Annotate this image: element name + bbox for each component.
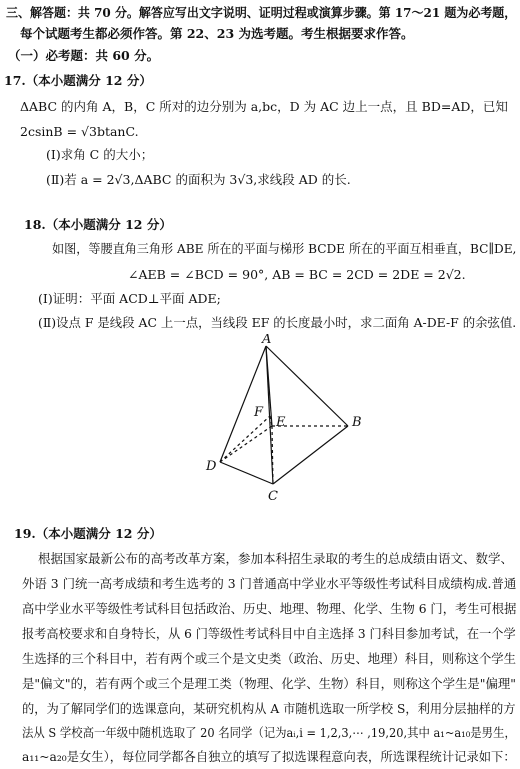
- geometry-figure: [196, 334, 366, 504]
- q18-header: 18.（本小题满分 12 分）: [24, 217, 172, 232]
- q19-line: 法从 S 学校高一年级中随机选取了 20 名同学（记为aᵢ,i = 1,2,3,⋯ ,19,20,其中 a₁~a₁₀是男生，: [22, 725, 516, 740]
- edge-CB: [273, 426, 348, 484]
- label-D: D: [206, 459, 217, 474]
- edge-DC: [220, 462, 273, 484]
- q18-part1: (Ⅰ)证明：平面 ACD⊥平面 ADE;: [38, 291, 221, 306]
- q17-part2: (Ⅱ)若 a = 2√3,ΔABC 的面积为 3√3,求线段 AD 的长.: [46, 172, 351, 187]
- edge-DF: [220, 416, 270, 462]
- q18-stem-line1: 如图，等腰直角三角形 ABE 所在的平面与梯形 BCDE 所在的平面互相垂直，BC∥DE,: [52, 241, 517, 256]
- q17-part1: (Ⅰ)求角 C 的大小；: [46, 147, 154, 162]
- q17-header: 17.（本小题满分 12 分）: [4, 73, 152, 88]
- q19-header: 19.（本小题满分 12 分）: [14, 526, 162, 541]
- label-A: A: [262, 334, 272, 347]
- label-C: C: [268, 489, 278, 504]
- label-B: B: [352, 415, 362, 430]
- q19-line: 根据国家最新公布的高考改革方案，参加本科招生录取的考生的总成绩由语文、数学、: [38, 551, 514, 566]
- q18-stem-line2: ∠AEB = ∠BCD = 90°, AB = BC = 2CD = 2DE = 2√2.: [128, 267, 466, 282]
- edge-DE: [220, 426, 272, 462]
- q19-line: a₁₁~a₂₀是女生），每位同学都各自独立的填写了拟选课程意向表，所选课程统计记录如下：: [22, 749, 516, 764]
- q19-line: 是"偏文"的，若有两个或三个是理工类（物理、化学、生物）科目，则称这个学生是"偏理": [22, 676, 517, 691]
- edge-AB: [266, 346, 348, 426]
- label-F: F: [254, 405, 264, 420]
- q17-stem-line2: 2csinB = √3btanC.: [20, 124, 139, 139]
- label-E: E: [276, 415, 286, 430]
- section-heading-line2: 每个试题考生都必须作答。第 22、23 为选考题。考生根据要求作答。: [20, 26, 414, 41]
- q19-line: 高中学业水平等级性考试科目包括政治、历史、地理、物理、化学、生物 6 门，考生可根据: [22, 601, 517, 616]
- q18-part2: (Ⅱ)设点 F 是线段 AC 上一点，当线段 EF 的长度最小时，求二面角 A-DE-F 的余弦值.: [38, 315, 517, 330]
- q19-line: 报考高校要求和自身特长，从 6 门等级性考试科目中自主选择 3 门科目参加考试，在一个学: [22, 626, 516, 641]
- q19-line: 生选择的三个科目中，若有两个或三个是文史类（政治、历史、地理）科目，则称这个学生: [22, 651, 517, 666]
- q19-line: 外语 3 门统一高考成绩和考生选考的 3 门普通高中学业水平等级性考试科目成绩构成.普通: [22, 576, 517, 591]
- required-questions-heading: （一）必考题：共 60 分。: [8, 48, 160, 63]
- edge-AD: [220, 346, 266, 462]
- q17-stem-line1: ΔABC 的内角 A，B，C 所对的边分别为 a,bc，D 为 AC 边上一点，且 BD=AD，已知: [20, 99, 508, 114]
- section-heading-line1: 三、解答题：共 70 分。解答应写出文字说明、证明过程或演算步骤。第 17～21 题为必考题，: [6, 5, 517, 20]
- q19-line: 的，为了解同学们的选课意向，某研究机构从 A 市随机选取一所学校 S，利用分层抽样的方: [22, 701, 516, 716]
